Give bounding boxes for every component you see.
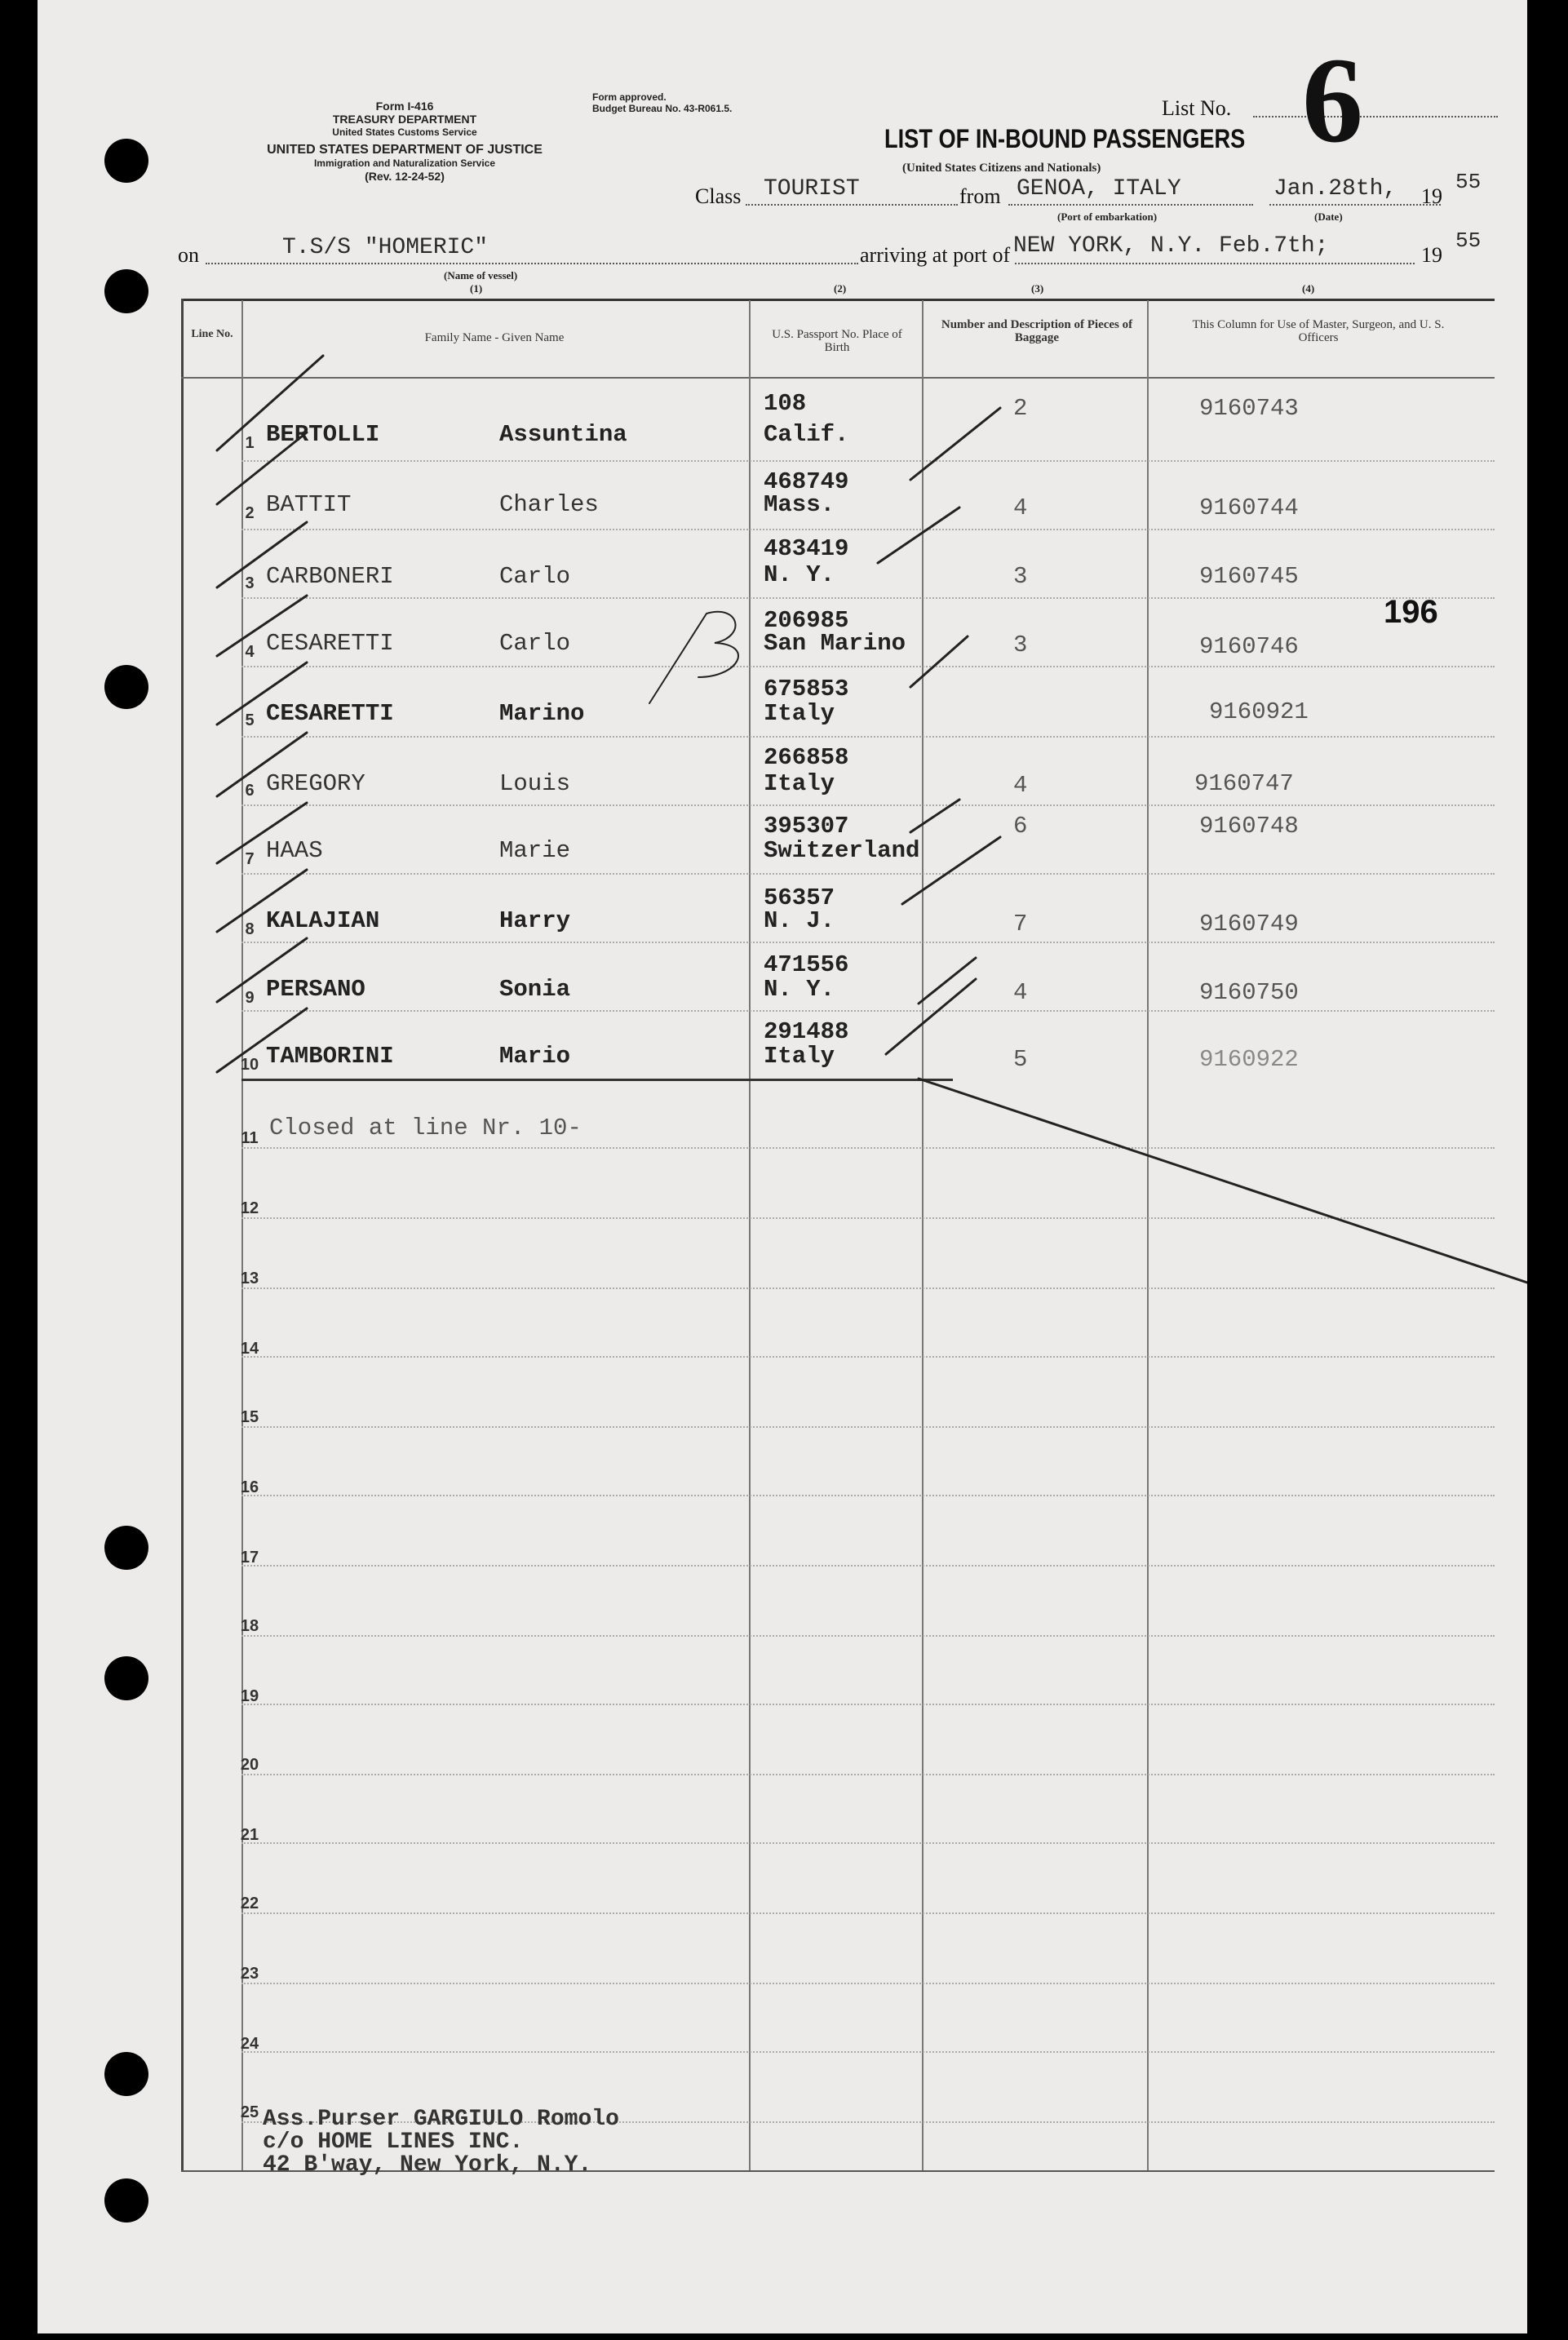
from-label: from bbox=[959, 184, 1001, 208]
baggage-count: 7 bbox=[1013, 911, 1028, 937]
line-number: 9 bbox=[245, 989, 255, 1007]
line-number: 4 bbox=[245, 643, 255, 661]
check-mark bbox=[878, 507, 959, 563]
birth-place: Mass. bbox=[764, 491, 835, 518]
line-number: 18 bbox=[240, 1617, 259, 1635]
officer-number: 9160748 bbox=[1199, 813, 1299, 840]
birth-place: N. J. bbox=[764, 907, 835, 934]
margin-note: 196 bbox=[1384, 594, 1438, 630]
date-value: Jan.28th, bbox=[1273, 176, 1397, 202]
year2-prefix: 19 bbox=[1421, 243, 1442, 267]
given-name: Marie bbox=[499, 837, 571, 864]
line-number: 19 bbox=[240, 1687, 259, 1705]
arrival-port: NEW YORK, N.Y. Feb.7th; bbox=[1013, 233, 1329, 259]
birth-place: N. Y. bbox=[764, 976, 835, 1003]
officer-number: 9160747 bbox=[1194, 770, 1294, 797]
given-name: Carlo bbox=[499, 630, 571, 657]
check-mark bbox=[902, 837, 1000, 904]
line-number: 15 bbox=[240, 1408, 259, 1426]
closed-note: Closed at line Nr. 10- bbox=[269, 1115, 582, 1141]
family-name: GREGORY bbox=[266, 770, 365, 797]
handwritten-marks bbox=[38, 0, 1527, 2333]
ins-service: Immigration and Naturalization Service bbox=[313, 157, 496, 169]
birth-place: Italy bbox=[764, 1043, 835, 1070]
officer-number: 9160749 bbox=[1199, 911, 1299, 937]
customs-service: United States Customs Service bbox=[332, 126, 477, 138]
check-mark bbox=[217, 1008, 307, 1072]
revision: (Rev. 12-24-52) bbox=[365, 170, 445, 183]
line-number: 16 bbox=[240, 1478, 259, 1496]
signature-block bbox=[263, 2108, 619, 2177]
check-mark bbox=[217, 663, 307, 725]
line-number: 22 bbox=[240, 1895, 259, 1912]
check-mark bbox=[217, 596, 307, 656]
passport-no: 471556 bbox=[764, 951, 849, 978]
year-prefix: 19 bbox=[1421, 184, 1442, 208]
line-number: 13 bbox=[240, 1270, 259, 1287]
line-number: 7 bbox=[245, 850, 255, 868]
family-name: HAAS bbox=[266, 837, 323, 864]
budget-bureau: Budget Bureau No. 43-R061.5. bbox=[592, 103, 733, 114]
document-subtitle: (United States Citizens and Nationals) bbox=[902, 162, 1101, 175]
diagonal-strike bbox=[919, 1079, 1527, 1283]
line-number: 25 bbox=[240, 2103, 259, 2121]
line-number: 3 bbox=[245, 574, 255, 592]
line-number: 2 bbox=[245, 504, 255, 522]
given-name: Marino bbox=[499, 700, 585, 727]
check-mark bbox=[910, 408, 1000, 480]
vessel-name: T.S/S "HOMERIC" bbox=[282, 235, 489, 260]
line-number: 20 bbox=[240, 1756, 259, 1774]
officer-number: 9160745 bbox=[1199, 563, 1299, 590]
caption-num-3: (3) bbox=[1031, 282, 1044, 295]
col-header-baggage: Number and Description of Pieces of Baggage bbox=[941, 318, 1133, 344]
given-name: Mario bbox=[499, 1043, 571, 1070]
caption-num-2: (2) bbox=[834, 282, 847, 295]
form-number: Form I-416 bbox=[375, 100, 434, 113]
birth-place: Italy bbox=[764, 770, 835, 797]
line-number: 17 bbox=[240, 1549, 259, 1567]
family-name: BATTIT bbox=[266, 491, 352, 518]
treasury-dept: TREASURY DEPARTMENT bbox=[332, 113, 477, 126]
line-number: 1 bbox=[245, 434, 255, 452]
arriving-label: arriving at port of bbox=[860, 243, 1011, 267]
birth-place: Italy bbox=[764, 700, 835, 727]
baggage-count: 4 bbox=[1013, 772, 1028, 799]
check-mark bbox=[217, 432, 307, 504]
family-name: CESARETTI bbox=[266, 700, 394, 727]
passport-no: 108 bbox=[764, 390, 807, 417]
baggage-count: 2 bbox=[1013, 395, 1028, 422]
purser-name: Ass.Purser GARGIULO Romolo bbox=[263, 2107, 619, 2132]
port-caption: (Port of embarkation) bbox=[1057, 211, 1158, 223]
given-name: Charles bbox=[499, 491, 599, 518]
birth-place: N. Y. bbox=[764, 561, 835, 588]
baggage-count: 5 bbox=[1013, 1046, 1028, 1073]
year2-value: 55 bbox=[1455, 228, 1482, 253]
form-approved: Form approved. bbox=[592, 91, 667, 103]
baggage-count: 4 bbox=[1013, 979, 1028, 1006]
line-number: 10 bbox=[240, 1056, 259, 1074]
purser-company: c/o HOME LINES INC. bbox=[263, 2129, 524, 2155]
caption-num-4: (4) bbox=[1302, 282, 1315, 295]
officer-number: 9160744 bbox=[1199, 494, 1299, 521]
check-mark bbox=[919, 958, 976, 1004]
family-name: KALAJIAN bbox=[266, 907, 380, 934]
family-name: BERTOLLI bbox=[266, 421, 380, 448]
purser-address: 42 B'way, New York, N.Y. bbox=[263, 2152, 592, 2178]
birth-place: Switzerland bbox=[764, 837, 920, 864]
family-name: CESARETTI bbox=[266, 630, 394, 657]
line-number: 11 bbox=[241, 1129, 259, 1147]
passport-no: 291488 bbox=[764, 1018, 849, 1045]
caption-num-1: (1) bbox=[470, 282, 483, 295]
baggage-count: 6 bbox=[1013, 813, 1028, 840]
check-mark bbox=[217, 870, 307, 932]
list-no-label: List No. bbox=[1162, 96, 1232, 120]
check-mark bbox=[217, 803, 307, 863]
vessel-caption: (Name of vessel) bbox=[444, 269, 518, 281]
family-name: TAMBORINI bbox=[266, 1043, 394, 1070]
line-number: 8 bbox=[245, 920, 255, 938]
check-mark bbox=[217, 522, 307, 587]
passport-no: 266858 bbox=[764, 744, 849, 771]
given-name: Louis bbox=[499, 770, 571, 797]
from-value: GENOA, ITALY bbox=[1017, 176, 1181, 202]
officer-number: 9160921 bbox=[1209, 698, 1309, 725]
passport-no: 468749 bbox=[764, 468, 849, 495]
justice-dept: UNITED STATES DEPARTMENT OF JUSTICE bbox=[267, 143, 543, 157]
passport-no: 206985 bbox=[764, 607, 849, 634]
year-value: 55 bbox=[1455, 170, 1482, 194]
line-number: 14 bbox=[240, 1340, 259, 1358]
passport-no: 56357 bbox=[764, 884, 835, 911]
passport-no: 483419 bbox=[764, 535, 849, 562]
check-mark bbox=[910, 800, 959, 832]
col-header-passport: U.S. Passport No. Place of Birth bbox=[772, 328, 902, 354]
col-header-officers: This Column for Use of Master, Surgeon, and U. S. Officers bbox=[1192, 318, 1445, 344]
handwritten-b-mark bbox=[649, 612, 738, 703]
given-name: Assuntina bbox=[499, 421, 627, 448]
birth-place: Calif. bbox=[764, 421, 849, 448]
birth-place: San Marino bbox=[764, 630, 906, 657]
line-number: 24 bbox=[240, 2035, 259, 2053]
document-title: LIST OF IN-BOUND PASSENGERS bbox=[884, 124, 1246, 153]
check-mark bbox=[910, 636, 968, 687]
given-name: Carlo bbox=[499, 563, 571, 590]
check-mark bbox=[217, 356, 323, 450]
class-value: TOURIST bbox=[764, 176, 860, 202]
col-header-line: Line No. bbox=[191, 328, 233, 340]
family-name: CARBONERI bbox=[266, 563, 394, 590]
family-name: PERSANO bbox=[266, 976, 365, 1003]
handwritten-b-text: B bbox=[755, 604, 763, 615]
line-number: 21 bbox=[240, 1826, 259, 1844]
given-name: Harry bbox=[499, 907, 571, 934]
class-label: Class bbox=[695, 184, 742, 208]
line-number: 23 bbox=[240, 1965, 259, 1983]
given-name: Sonia bbox=[499, 976, 571, 1003]
baggage-count: 4 bbox=[1013, 494, 1028, 521]
passport-no: 675853 bbox=[764, 676, 849, 702]
officer-number: 9160743 bbox=[1199, 395, 1299, 422]
check-mark bbox=[217, 733, 307, 796]
baggage-count: 3 bbox=[1013, 632, 1028, 658]
col-header-name: Family Name - Given Name bbox=[424, 331, 565, 344]
check-mark bbox=[217, 938, 307, 1002]
officer-number: 9160922 bbox=[1199, 1046, 1299, 1073]
line-number: 5 bbox=[245, 711, 255, 729]
line-number: 6 bbox=[245, 782, 255, 800]
passport-no: 395307 bbox=[764, 813, 849, 840]
line-number: 12 bbox=[240, 1199, 259, 1217]
officer-number: 9160750 bbox=[1199, 979, 1299, 1006]
officer-number: 9160746 bbox=[1199, 633, 1299, 660]
list-no-value: 6 bbox=[1302, 33, 1363, 168]
date-caption: (Date) bbox=[1314, 211, 1343, 223]
on-label: on bbox=[178, 243, 199, 267]
manifest-page bbox=[38, 0, 1527, 2333]
baggage-count: 3 bbox=[1013, 563, 1028, 590]
check-mark bbox=[886, 979, 976, 1054]
